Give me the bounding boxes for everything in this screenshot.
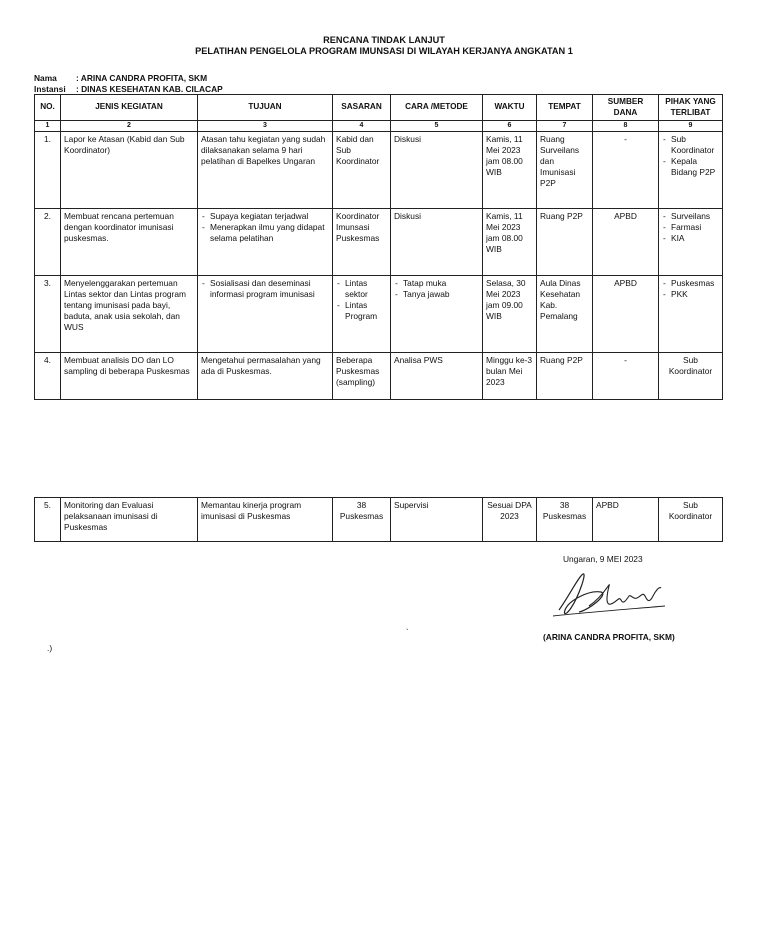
row-metode: Diskusi bbox=[391, 132, 483, 209]
header-kegiatan: JENIS KEGIATAN bbox=[61, 95, 198, 121]
tujuan-item: - Sosialisasi dan deseminasi informasi program imunisasi bbox=[201, 278, 329, 300]
nama-value: : ARINA CANDRA PROFITA, SKM bbox=[76, 73, 208, 83]
row-pihak: Sub Koordinator bbox=[659, 498, 723, 542]
column-number-row bbox=[35, 121, 723, 132]
header-metode: CARA /METODE bbox=[391, 95, 483, 121]
metode-item: - Tatap muka bbox=[394, 278, 479, 289]
col-number: 3 bbox=[198, 121, 333, 132]
col-number: 2 bbox=[61, 121, 198, 132]
table-row bbox=[35, 498, 723, 542]
row-pihak bbox=[659, 132, 723, 209]
row-waktu: Minggu ke-3 bulan Mei 2023 bbox=[483, 353, 537, 400]
table-header-row bbox=[35, 95, 723, 121]
row-kegiatan: Membuat analisis DO dan LO sampling di beberapa Puskesmas bbox=[61, 353, 198, 400]
row-dana: APBD bbox=[593, 276, 659, 353]
row-metode: Supervisi bbox=[391, 498, 483, 542]
row-dana: - bbox=[593, 132, 659, 209]
row-tempat: 38 Puskesmas bbox=[537, 498, 593, 542]
plan-table bbox=[34, 94, 723, 400]
col-number: 6 bbox=[483, 121, 537, 132]
nama-line bbox=[34, 73, 207, 84]
sasaran-item: - Lintas Program bbox=[336, 300, 387, 322]
row-kegiatan: Membuat rencana pertemuan dengan koordinator imunisasi puskesmas. bbox=[61, 209, 198, 276]
row-sasaran: Beberapa Puskesmas (sampling) bbox=[333, 353, 391, 400]
header-dana: SUMBER DANA bbox=[593, 95, 659, 121]
signature-name: (ARINA CANDRA PROFITA, SKM) bbox=[543, 632, 675, 642]
header-tujuan: TUJUAN bbox=[198, 95, 333, 121]
pihak-item: - Kepala Bidang P2P bbox=[662, 156, 719, 178]
instansi-value: : DINAS KESEHATAN KAB. CILACAP bbox=[76, 84, 223, 94]
row-dana: APBD bbox=[593, 209, 659, 276]
table-row bbox=[35, 132, 723, 209]
header-waktu: WAKTU bbox=[483, 95, 537, 121]
pihak-item: - KIA bbox=[662, 233, 719, 244]
col-number: 8 bbox=[593, 121, 659, 132]
row-tujuan: Mengetahui permasalahan yang ada di Puskesmas. bbox=[198, 353, 333, 400]
row-tujuan: Memantau kinerja program imunisasi di Puskesmas bbox=[198, 498, 333, 542]
pihak-item: - Surveilans bbox=[662, 211, 719, 222]
table-row bbox=[35, 276, 723, 353]
header-sasaran: SASARAN bbox=[333, 95, 391, 121]
row-tempat: Ruang P2P bbox=[537, 353, 593, 400]
col-number: 1 bbox=[35, 121, 61, 132]
header-no: NO. bbox=[35, 95, 61, 121]
metode-item: - Tanya jawab bbox=[394, 289, 479, 300]
row-sasaran: 38 Puskesmas bbox=[333, 498, 391, 542]
row-no: 3. bbox=[35, 276, 61, 353]
row-tujuan: Atasan tahu kegiatan yang sudah dilaksanakan selama 9 hari pelatihan di Bapelkes Ungaran bbox=[198, 132, 333, 209]
signature-place-date: Ungaran, 9 MEI 2023 bbox=[563, 554, 643, 564]
row-dana: APBD bbox=[593, 498, 659, 542]
pihak-item: - Puskesmas bbox=[662, 278, 719, 289]
col-number: 5 bbox=[391, 121, 483, 132]
row-pihak: Sub Koordinator bbox=[659, 353, 723, 400]
row-tempat: Ruang Surveilans dan Imunisasi P2P bbox=[537, 132, 593, 209]
header-pihak: PIHAK YANG TERLIBAT bbox=[659, 95, 723, 121]
row-pihak bbox=[659, 276, 723, 353]
col-number: 9 bbox=[659, 121, 723, 132]
row-kegiatan: Lapor ke Atasan (Kabid dan Sub Koordinator) bbox=[61, 132, 198, 209]
row-kegiatan: Menyelenggarakan pertemuan Lintas sektor dan Lintas program tentang imunisasi pada bayi, baduta, anak usia sekolah, dan WUS bbox=[61, 276, 198, 353]
row-tempat: Aula Dinas Kesehatan Kab. Pemalang bbox=[537, 276, 593, 353]
row-pihak bbox=[659, 209, 723, 276]
row-waktu: Kamis, 11 Mei 2023 jam 08.00 WIB bbox=[483, 209, 537, 276]
sasaran-item: - Lintas sektor bbox=[336, 278, 387, 300]
tujuan-item: - Menerapkan ilmu yang didapat selama pelatihan bbox=[201, 222, 329, 244]
document-subtitle: PELATIHAN PENGELOLA PROGRAM IMUNSASI DI WILAYAH KERJANYA ANGKATAN 1 bbox=[195, 46, 573, 56]
row-sasaran: Kabid dan Sub Koordinator bbox=[333, 132, 391, 209]
table-row bbox=[35, 209, 723, 276]
row-no: 1. bbox=[35, 132, 61, 209]
row-metode: Analisa PWS bbox=[391, 353, 483, 400]
tujuan-item: - Supaya kegiatan terjadwal bbox=[201, 211, 329, 222]
row-metode bbox=[391, 276, 483, 353]
col-number: 7 bbox=[537, 121, 593, 132]
row-tujuan bbox=[198, 209, 333, 276]
table-row bbox=[35, 353, 723, 400]
col-number: 4 bbox=[333, 121, 391, 132]
row-waktu: Sesuai DPA 2023 bbox=[483, 498, 537, 542]
stray-note: .) bbox=[47, 643, 53, 653]
row-waktu: Kamis, 11 Mei 2023 jam 08.00 WIB bbox=[483, 132, 537, 209]
instansi-label: Instansi bbox=[34, 84, 66, 94]
row-tempat: Ruang P2P bbox=[537, 209, 593, 276]
row-no: 5. bbox=[35, 498, 61, 542]
row-sasaran bbox=[333, 276, 391, 353]
nama-label: Nama bbox=[34, 73, 57, 83]
row-dana: - bbox=[593, 353, 659, 400]
header-tempat: TEMPAT bbox=[537, 95, 593, 121]
row-waktu: Selasa, 30 Mei 2023 jam 09.00 WIB bbox=[483, 276, 537, 353]
row-tujuan bbox=[198, 276, 333, 353]
row-no: 4. bbox=[35, 353, 61, 400]
row-no: 2. bbox=[35, 209, 61, 276]
handwritten-signature bbox=[549, 566, 669, 626]
row-metode: Diskusi bbox=[391, 209, 483, 276]
pihak-item: - PKK bbox=[662, 289, 719, 300]
row-kegiatan: Monitoring dan Evaluasi pelaksanaan imunisasi di Puskesmas bbox=[61, 498, 198, 542]
row-sasaran: Koordinator Imunsasi Puskesmas bbox=[333, 209, 391, 276]
stray-mark: ` bbox=[406, 628, 409, 637]
pihak-item: - Farmasi bbox=[662, 222, 719, 233]
document-title: RENCANA TINDAK LANJUT bbox=[323, 35, 445, 45]
plan-table-continued bbox=[34, 497, 723, 542]
pihak-item: - Sub Koordinator bbox=[662, 134, 719, 156]
